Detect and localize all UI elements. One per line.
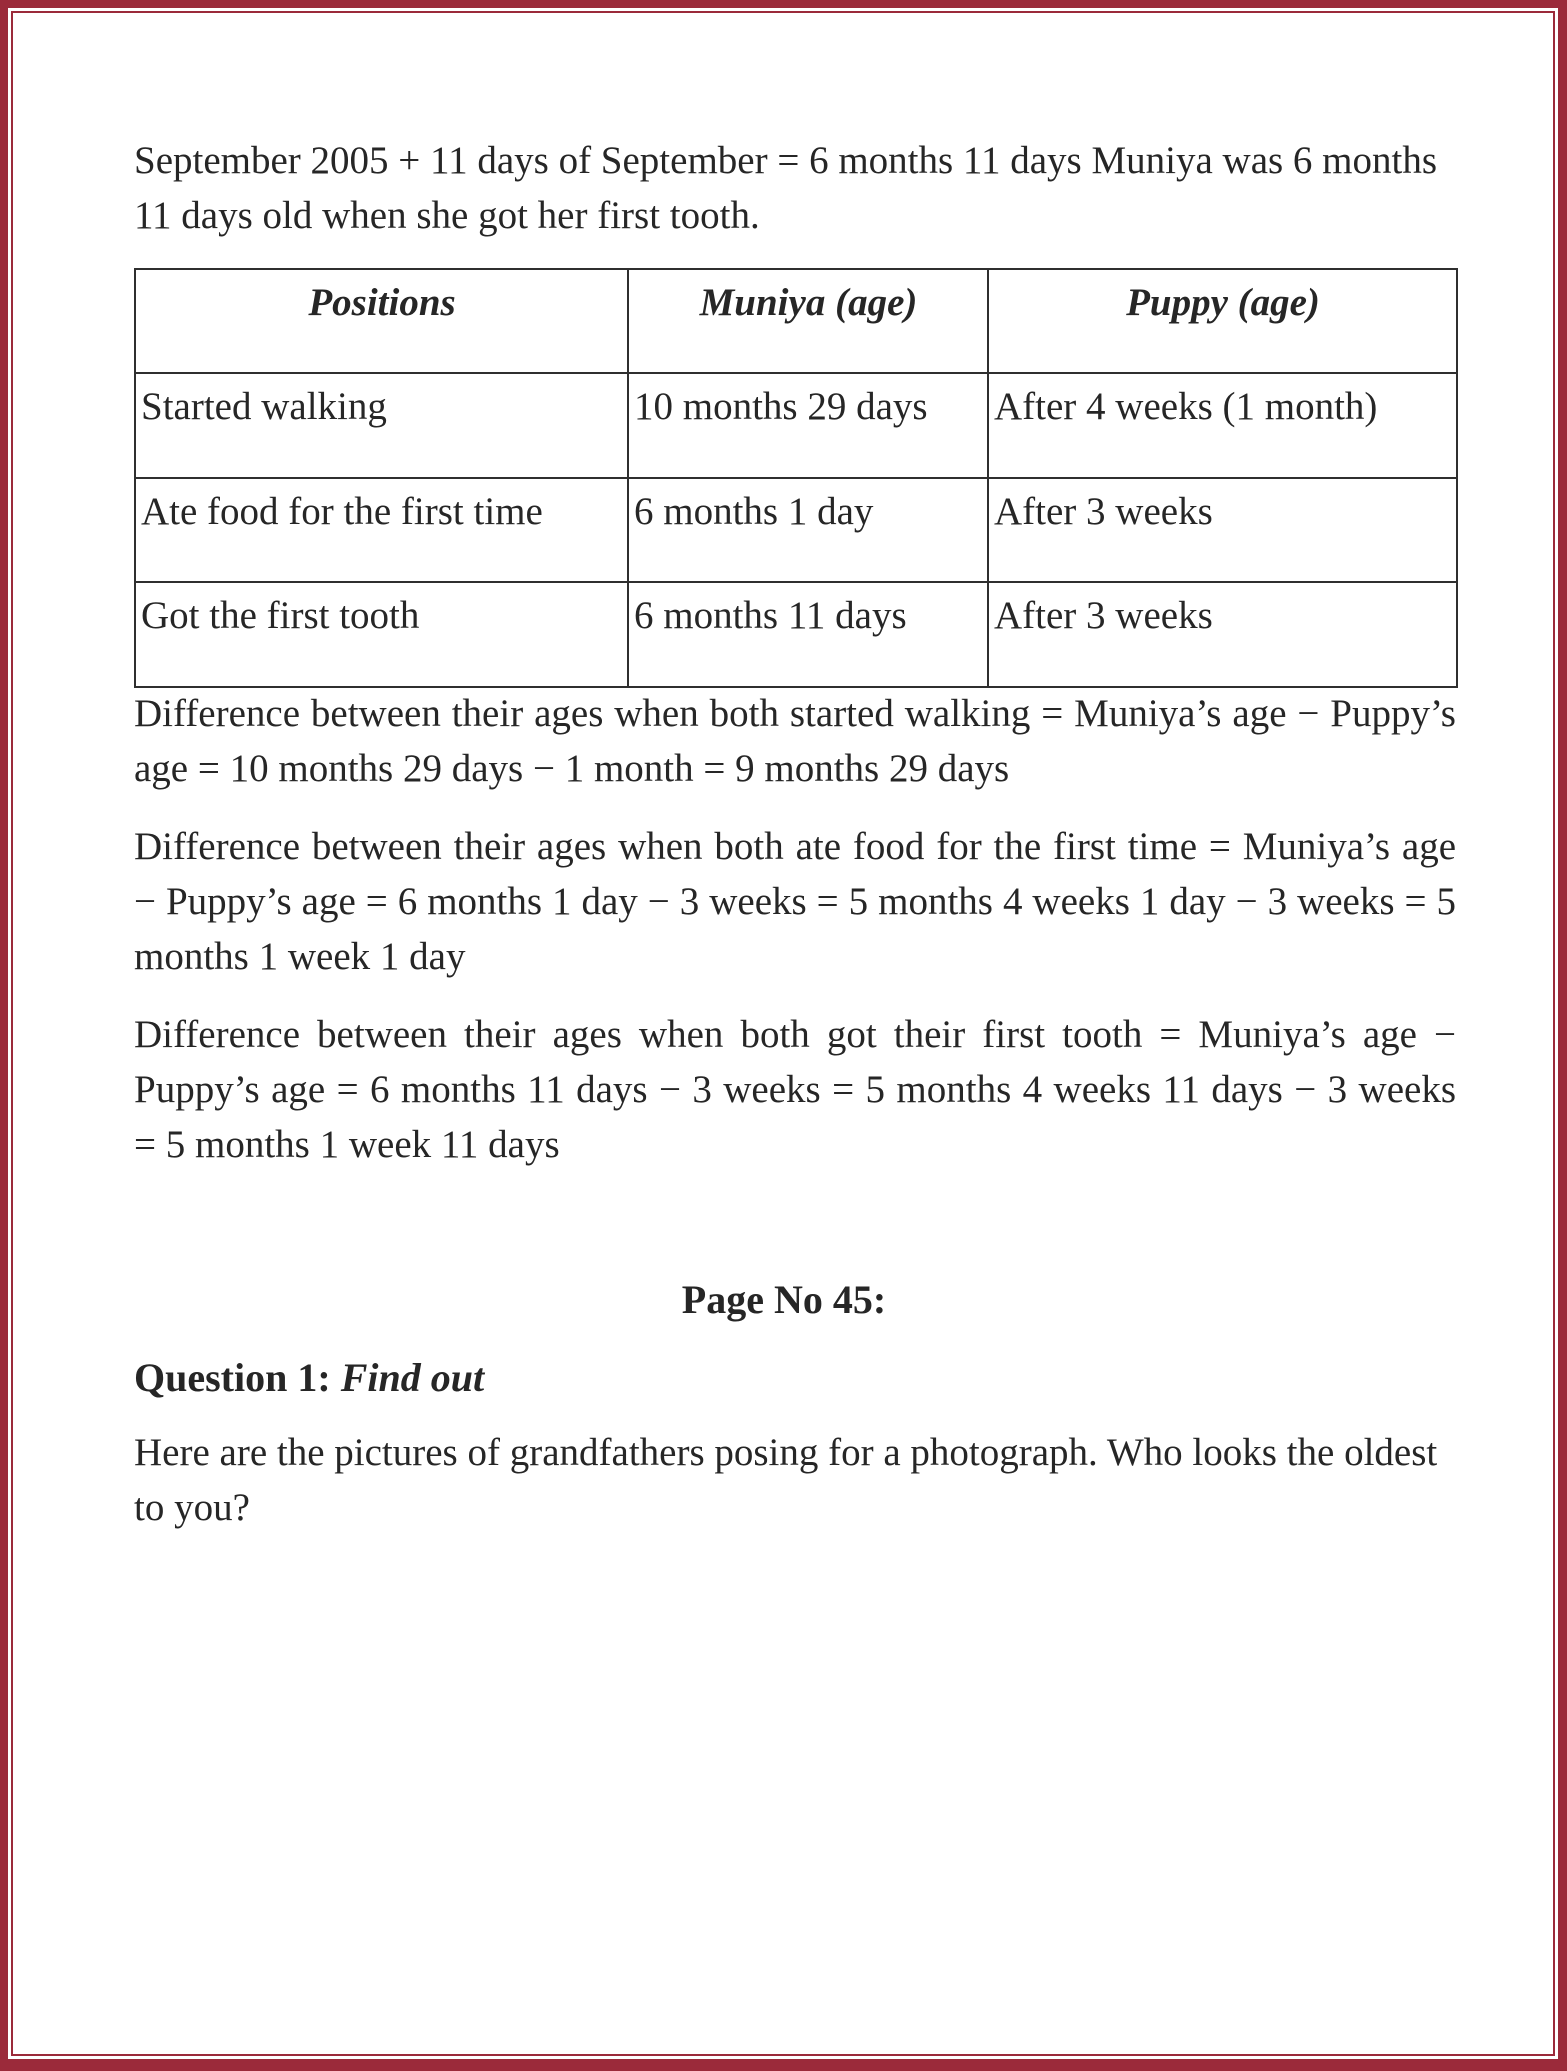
question-label: Question 1: [134,1355,331,1400]
difference-food: Difference between their ages when both ate food for the first time = Muniya’s age − Puppy’s age = 6 months 1 day − 3 weeks = 5 months 4 weeks 1 day − 3 weeks = 5 months 1 week 1 day [134,825,1456,978]
header-puppy-age: Puppy (age) [988,269,1457,373]
question-heading [134,1350,484,1405]
table-row [135,582,1457,687]
cell-position: Started walking [135,373,628,478]
table-row [135,478,1457,583]
cell-muniya-age: 6 months 11 days [628,582,988,687]
header-muniya-age: Muniya (age) [628,269,988,373]
cell-muniya-age: 6 months 1 day [628,478,988,583]
cell-position: Ate food for the first time [135,478,628,583]
difference-walking: Difference between their ages when both started walking = Muniya’s age − Puppy’s age = 10 months 29 days − 1 month = 9 months 29 days [134,692,1456,790]
cell-puppy-age: After 3 weeks [988,478,1457,583]
cell-puppy-age: After 4 weeks (1 month) [988,373,1457,478]
age-comparison-table [134,268,1458,688]
table-row [135,373,1457,478]
cell-puppy-age: After 3 weeks [988,582,1457,687]
table-header-row [135,269,1457,373]
header-positions: Positions [135,269,628,373]
question-body: Here are the pictures of grandfathers posing for a photograph. Who looks the oldest to you? [134,1431,1438,1529]
question-title: Find out [340,1355,485,1400]
cell-muniya-age: 10 months 29 days [628,373,988,478]
difference-tooth: Difference between their ages when both got their first tooth = Muniya’s age − Puppy’s age = 6 months 11 days − 3 weeks = 5 months 4 weeks 11 days − 3 weeks = 5 months 1 week 11 days [134,1013,1456,1166]
intro-paragraph: September 2005 + 11 days of September = 6 months 11 days Muniya was 6 months 11 days old when she got her first tooth. [134,139,1438,237]
cell-position: Got the first tooth [135,582,628,687]
page-heading: Page No 45: [681,1277,887,1322]
